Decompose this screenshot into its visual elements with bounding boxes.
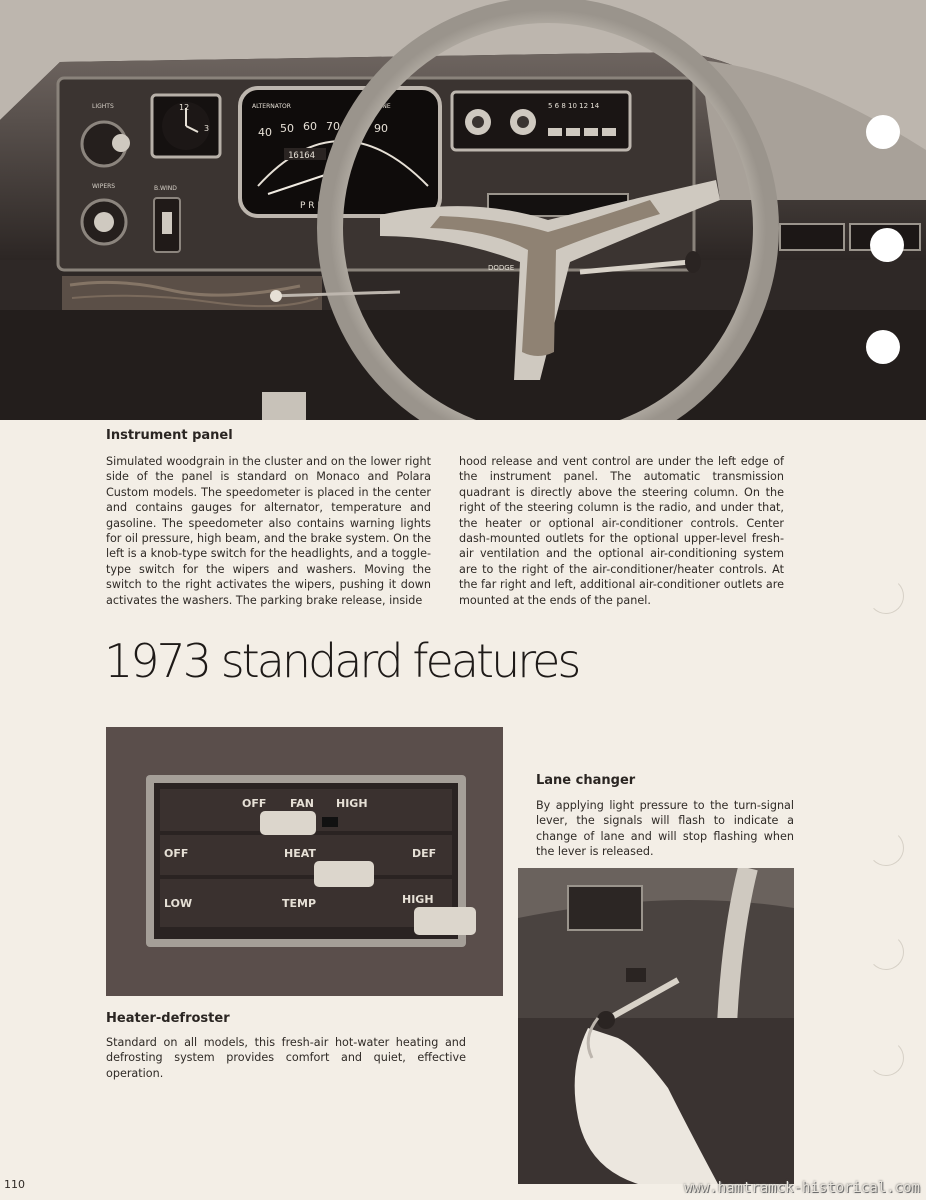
turn-signal-illustration — [518, 868, 794, 1184]
fan-off-label: OFF — [242, 797, 267, 810]
speed-40: 40 — [258, 126, 272, 139]
bwind-label: B.WIND — [154, 185, 177, 192]
heater-defroster-photo — [106, 727, 503, 996]
instrument-panel-text-col2: hood release and vent control are under the left edge of the instrument panel. The automatic transmission quadrant is directly above the steering column. On the right of the steering column is the radio, and under that, the heater or optional air-conditioner controls. Center dash-mounted outlets for the optional upper-level fresh-air ventilation and the optional air-conditioning system are to the right of the air-conditioner/heater controls. At the far right and left, additional air-conditioner outlets are mounted at the ends of the panel. — [459, 455, 784, 607]
fan-high-label: HIGH — [336, 797, 368, 810]
heater-defroster-heading: Heater-defroster — [106, 1011, 230, 1026]
instrument-panel-illustration — [0, 0, 926, 420]
gasoline-label: GASOLINE — [360, 103, 391, 110]
punch-hole — [866, 115, 900, 149]
radio-dial-label: 5 6 8 10 12 14 — [548, 102, 600, 110]
instrument-panel-text-col1: Simulated woodgrain in the cluster and on the lower right side of the panel is standard on Monaco and Polara Custom models. The speedometer is placed in the center and contains gauges for alternator, temperature and gasoline. The speedometer also contains warning lights for oil pressure, high beam, and the brake system. On the left is a knob-type switch for the headlights, and a toggle-type switch for the wipers and washers. Moving the switch to the right activates the wipers, pushing it down activates the washers. The parking brake release, inside — [106, 455, 431, 607]
heater-defroster-text: Standard on all models, this fresh-air hot-water heating and defrosting system provides comfort and quiet, effective operation. — [106, 1036, 466, 1080]
section-title: 1973 standard features — [104, 634, 579, 688]
speed-50: 50 — [280, 122, 294, 135]
clock-12-label: 12 — [179, 103, 190, 112]
punch-hole-shadow — [868, 830, 904, 866]
temp-low-label: LOW — [164, 897, 193, 910]
wipers-label: WIPERS — [92, 183, 116, 190]
heat-off-label: OFF — [164, 847, 189, 860]
fan-label: FAN — [290, 797, 314, 810]
odometer-readout: 16164 — [288, 151, 316, 161]
lane-changer-heading: Lane changer — [536, 773, 636, 788]
def-label: DEF — [412, 847, 437, 860]
temp-high-label: HIGH — [402, 893, 434, 906]
instrument-panel-photo — [0, 0, 926, 420]
instrument-panel-heading: Instrument panel — [106, 428, 233, 443]
temp-label: TEMP — [282, 897, 317, 910]
punch-hole-shadow — [868, 1040, 904, 1076]
page-number: 110 — [4, 1178, 25, 1191]
gear-indicator: P R N D — [300, 201, 334, 211]
punch-hole-shadow — [868, 934, 904, 970]
speed-80: 80 — [350, 120, 364, 133]
dodge-emblem: DODGE — [488, 264, 515, 272]
punch-hole — [866, 330, 900, 364]
speed-90: 90 — [374, 122, 388, 135]
heater-control-illustration — [106, 727, 503, 996]
lights-label: LIGHTS — [92, 103, 114, 110]
heat-label: HEAT — [284, 847, 316, 860]
watermark: www.hamtramck-historical.com — [683, 1180, 920, 1196]
lane-changer-photo — [518, 868, 794, 1184]
speed-60: 60 — [303, 120, 317, 133]
punch-hole — [870, 228, 904, 262]
clock-3-label: 3 — [204, 124, 210, 133]
punch-hole-shadow — [868, 578, 904, 614]
speed-70: 70 — [326, 120, 340, 133]
lane-changer-text: By applying light pressure to the turn-signal lever, the signals will flash to indicate a change of lane and will stop flashing when the lever is released. — [536, 799, 794, 859]
alternator-label: ALTERNATOR — [252, 103, 291, 110]
